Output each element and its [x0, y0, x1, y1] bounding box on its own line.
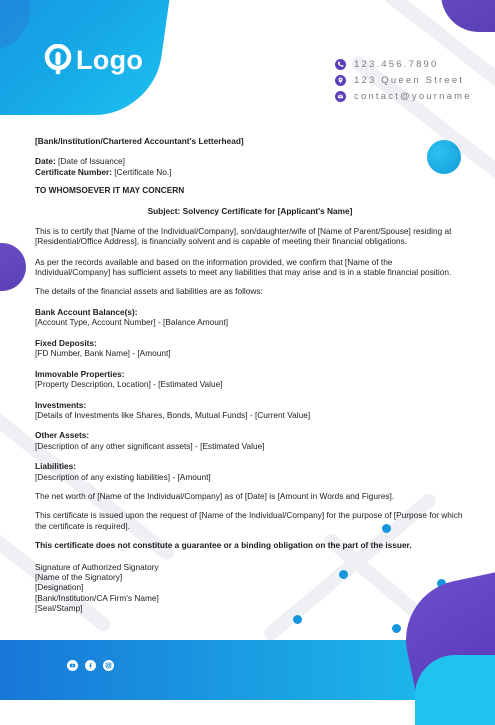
section-detail: [Property Description, Location] - [Estimated Value] [35, 379, 223, 390]
section-detail: [Description of any other significant assets] - [Estimated Value] [35, 440, 265, 451]
signature-line: Signature of Authorized Signatory [35, 561, 159, 572]
decorative-dot [293, 615, 302, 624]
instagram-icon[interactable] [103, 660, 114, 671]
asset-section [35, 400, 465, 421]
contact-info [335, 56, 472, 104]
decorative-dot [392, 624, 401, 633]
signature-block [35, 562, 465, 614]
section-heading: Bank Account Balance(s): [35, 307, 138, 318]
logo-mark-icon [44, 44, 72, 76]
section-detail: [Details of Investments like Shares, Bonds, Mutual Funds] - [Current Value] [35, 409, 311, 420]
signature-line: [Name of the Signatory] [35, 571, 123, 582]
email-icon [335, 91, 346, 102]
corner-shape-top-right [441, 0, 495, 32]
purpose-statement: This certificate is issued upon the request of [Name of the Individual/Company] for the purpose of [Purpose for which the certificate is required]. [35, 510, 463, 531]
certificate-document [35, 136, 465, 614]
youtube-icon[interactable] [67, 660, 78, 671]
asset-section [35, 369, 465, 390]
contact-phone: 123.456.7890 [335, 56, 472, 72]
section-detail: [FD Number, Bank Name] - [Amount] [35, 348, 171, 359]
section-heading: Immovable Properties: [35, 368, 125, 379]
section-detail: [Account Type, Account Number] - [Balance Amount] [35, 317, 229, 328]
section-heading: Liabilities: [35, 461, 77, 472]
confirmation-paragraph: As per the records available and based on the information provided, we confirm that [Name of the Individual/Company] has sufficient assets to meet any liabilities that may arise and is in a stable financial position. [35, 256, 452, 278]
signature-line: [Seal/Stamp] [35, 603, 83, 614]
certification-paragraph: This is to certify that [Name of the Individual/Company], son/daughter/wife of [Name of Parent/Spouse] residing at [Residential/Office Address], is financially solvent and is capable of meeting their financial obligations. [35, 226, 452, 247]
contact-email: contact@yourname [335, 88, 472, 104]
phone-icon [335, 59, 346, 70]
signature-line: [Designation] [35, 582, 84, 593]
side-shape-left [0, 243, 26, 291]
facebook-icon[interactable] [85, 660, 96, 671]
certificate-number: Certificate Number: [Certificate No.] [35, 166, 172, 177]
logo-text: Logo [76, 44, 144, 75]
section-heading: Other Assets: [35, 430, 90, 441]
section-heading: Investments: [35, 399, 87, 410]
asset-section [35, 338, 465, 359]
issue-date: Date: [Date of Issuance] [35, 156, 125, 167]
company-logo [44, 44, 143, 76]
details-intro: The details of the financial assets and liabilities are as follows: [35, 285, 263, 296]
section-heading: Fixed Deposits: [35, 337, 97, 348]
letterhead-line: [Bank/Institution/Chartered Accountant's Letterhead] [35, 136, 244, 146]
asset-section [35, 430, 465, 451]
liabilities-section [35, 461, 465, 482]
asset-section [35, 307, 465, 328]
location-pin-icon [335, 75, 346, 86]
addressee-heading: TO WHOMSOEVER IT MAY CONCERN [35, 185, 185, 196]
signature-line: [Bank/Institution/CA Firm's Name] [35, 592, 159, 603]
corner-accent-bottom-right [415, 655, 495, 725]
social-links [67, 660, 114, 671]
subject-line: Subject: Solvency Certificate for [Applicant's Name] [147, 205, 353, 216]
contact-address: 123 Queen Street [335, 72, 472, 88]
disclaimer: This certificate does not constitute a guarantee or a binding obligation on the part of the issuer. [35, 540, 412, 551]
net-worth-statement: The net worth of [Name of the Individual/Company] as of [Date] is [Amount in Words and Figures]. [35, 490, 395, 501]
section-detail: [Description of any existing liabilities] - [Amount] [35, 471, 211, 482]
